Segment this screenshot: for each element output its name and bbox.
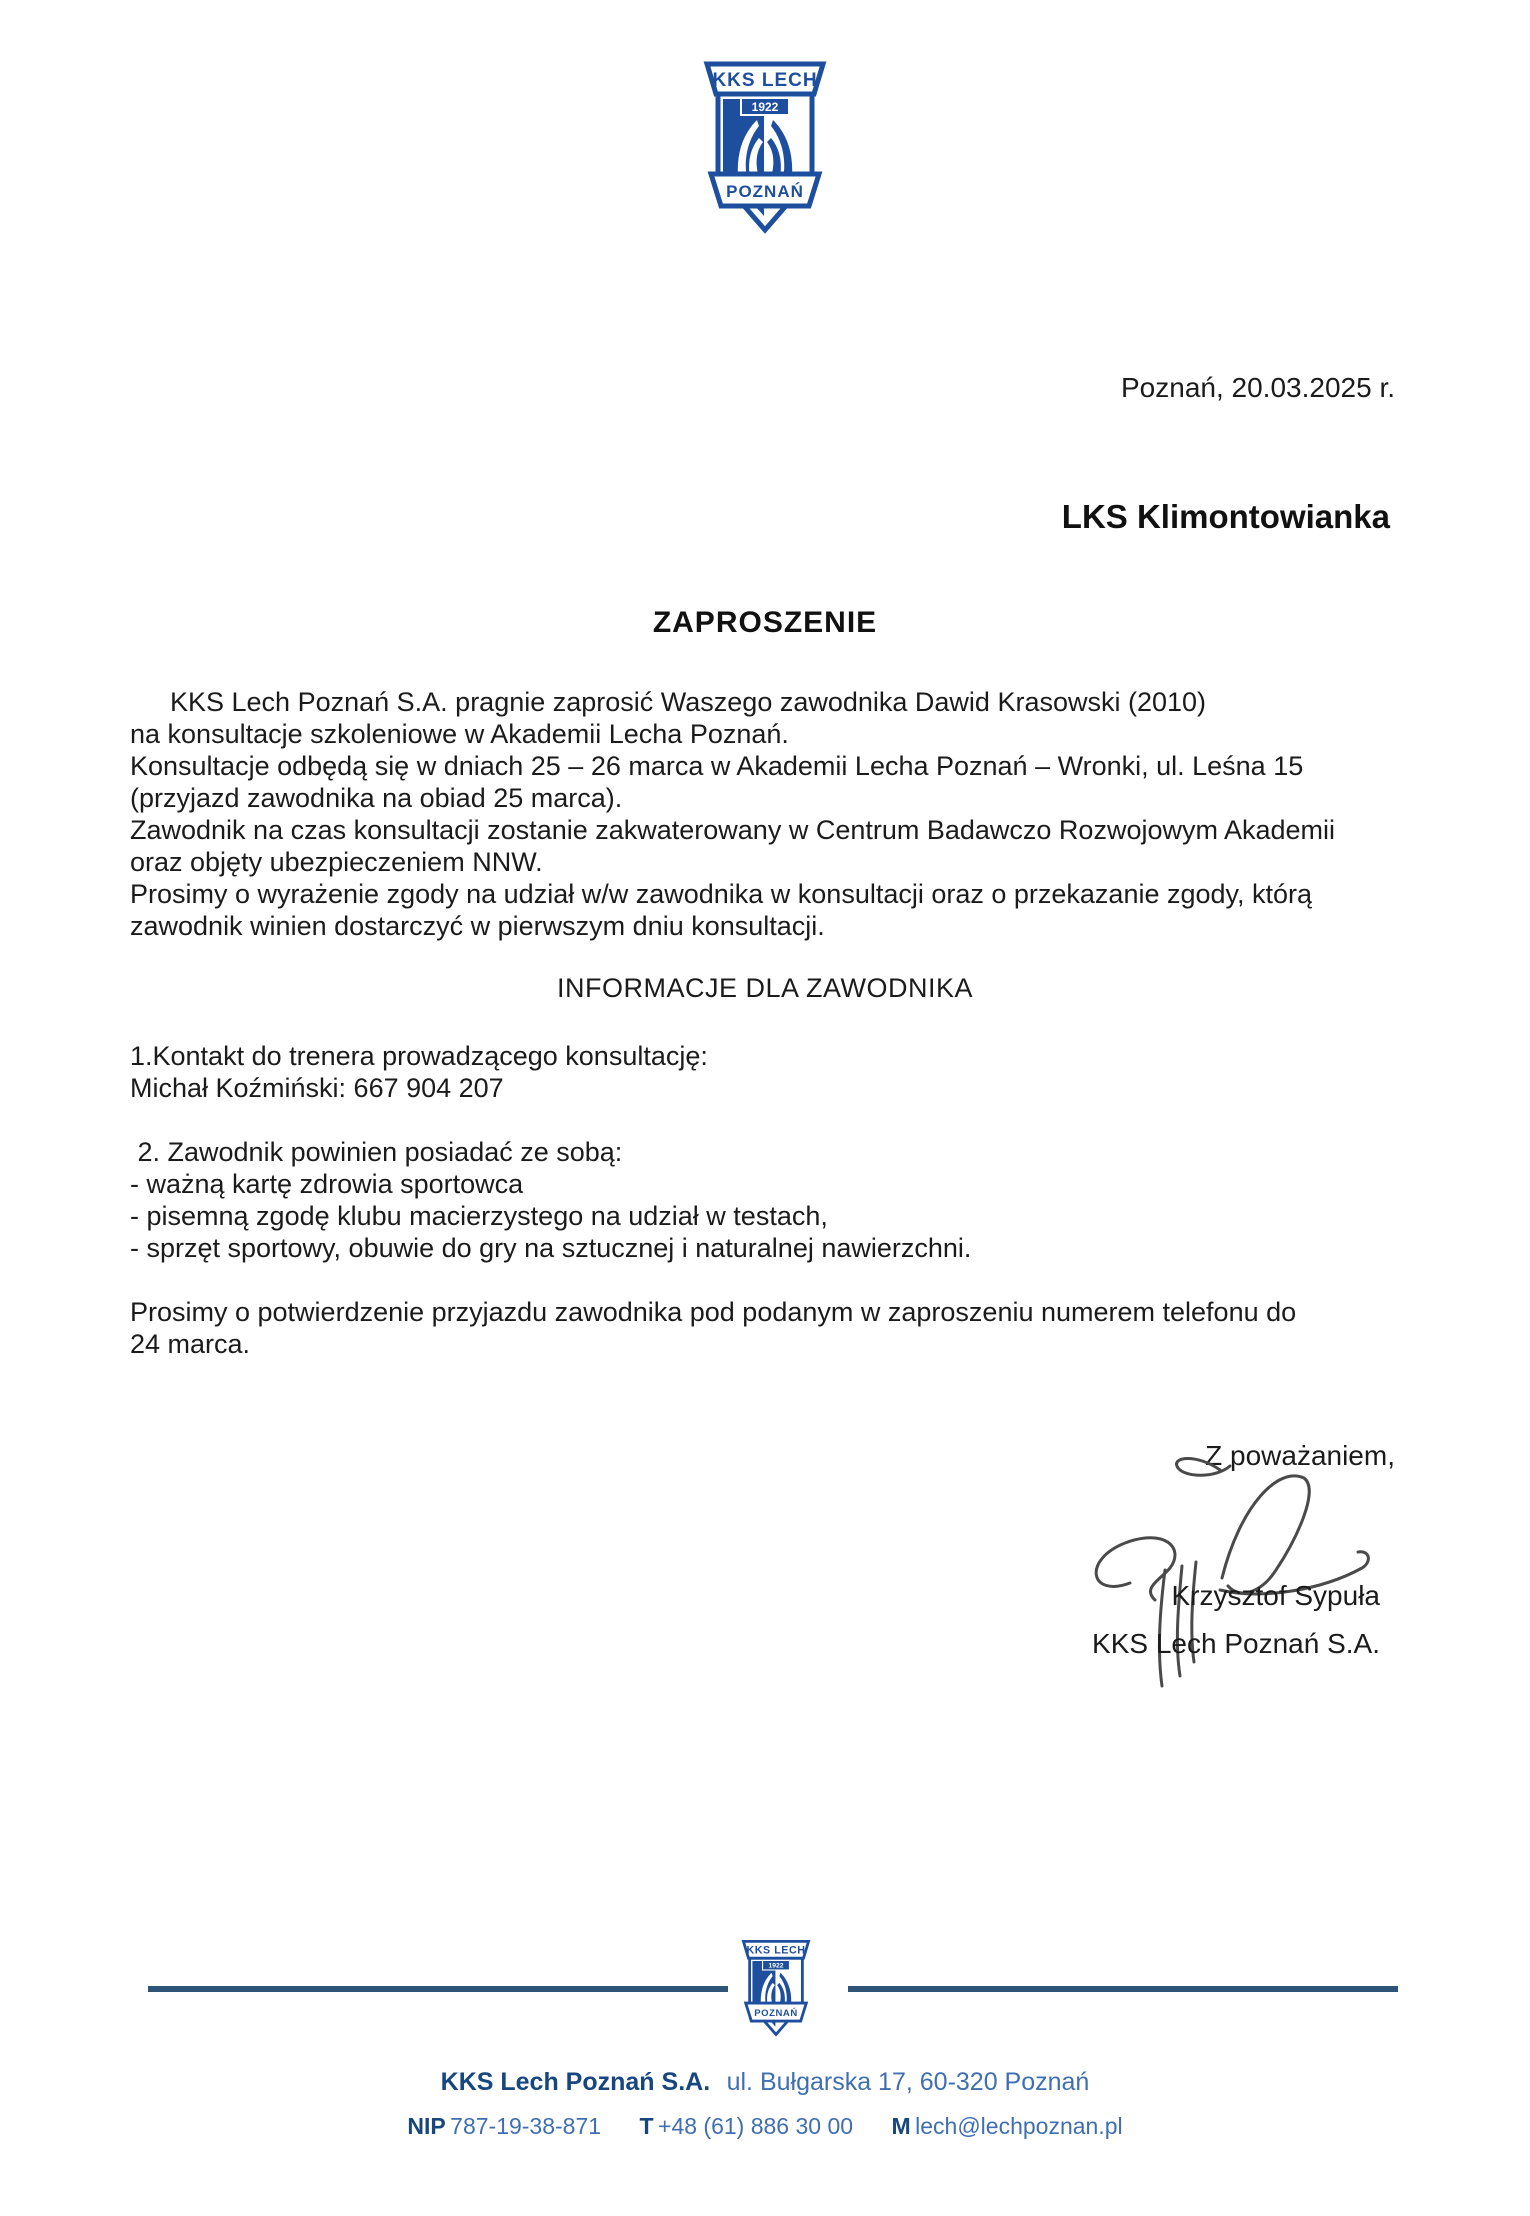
paragraph-line: na konsultacje szkoleniowe w Akademii Lecha Poznań.	[130, 719, 789, 749]
paragraph-line: zawodnik winien dostarczyć w pierwszym dniu konsultacji.	[130, 911, 825, 941]
footer-contact-block	[0, 2062, 1530, 2150]
paragraph-line: 24 marca.	[130, 1329, 251, 1359]
paragraph-line: Michał Koźmiński: 667 904 207	[130, 1073, 504, 1103]
requirements-paragraph	[130, 1136, 1430, 1264]
footer-rule-left	[148, 1986, 728, 1992]
paragraph-line: oraz objęty ubezpieczeniem NNW.	[130, 847, 543, 877]
signer-block	[1092, 1572, 1380, 1668]
footer-email-label: M	[891, 2113, 911, 2139]
paragraph-line: - ważną kartę zdrowia sportowca	[130, 1169, 524, 1199]
paragraph-line: 2. Zawodnik powinien posiadać ze sobą:	[130, 1137, 623, 1167]
closing-phrase: Z poważaniem,	[1205, 1440, 1395, 1471]
paragraph-line: 1.Kontakt do trenera prowadzącego konsultację:	[130, 1041, 708, 1071]
paragraph-line: KKS Lech Poznań S.A. pragnie zaprosić Waszego zawodnika Dawid Krasowski (2010)	[170, 687, 1207, 717]
footer-ids-line	[0, 2106, 1530, 2150]
letter-date: Poznań, 20.03.2025 r.	[1121, 372, 1395, 403]
footer-nip-label: NIP	[407, 2113, 446, 2139]
intro-paragraph	[130, 686, 1430, 942]
contact-paragraph	[130, 1040, 1430, 1104]
signer-company: KKS Lech Poznań S.A.	[1092, 1628, 1380, 1659]
footer-email-value: lech@lechpoznan.pl	[915, 2113, 1123, 2139]
signer-name: Krzysztof Sypuła	[1171, 1580, 1380, 1611]
confirmation-paragraph	[130, 1296, 1430, 1360]
paragraph-line: - sprzęt sportowy, obuwie do gry na sztucznej i naturalnej nawierzchni.	[130, 1233, 972, 1263]
paragraph-line: Prosimy o wyrażenie zgody na udział w/w zawodnika w konsultacji oraz o przekazanie zgody, którą	[130, 879, 1313, 909]
letter-title: ZAPROSZENIE	[652, 606, 878, 639]
paragraph-line: Konsultacje odbędą się w dniach 25 – 26 marca w Akademii Lecha Poznań – Wronki, ul. Leśna 15	[130, 751, 1304, 781]
footer-phone-value: +48 (61) 886 30 00	[658, 2113, 854, 2139]
footer-address-line	[0, 2062, 1530, 2106]
club-crest-logo	[701, 58, 829, 238]
footer-club-crest-logo	[740, 1938, 812, 2039]
paragraph-line: (przyjazd zawodnika na obiad 25 marca).	[130, 783, 623, 813]
footer-phone-label: T	[639, 2113, 654, 2139]
footer-rule-right	[848, 1986, 1398, 1992]
paragraph-line: Zawodnik na czas konsultacji zostanie zakwaterowany w Centrum Badawczo Rozwojowym Akademii	[130, 815, 1336, 845]
paragraph-line: - pisemną zgodę klubu macierzystego na udział w testach,	[130, 1201, 828, 1231]
paragraph-line: Prosimy o potwierdzenie przyjazdu zawodnika pod podanym w zaproszeniu numerem telefonu do	[130, 1297, 1297, 1327]
footer-address: ul. Bułgarska 17, 60-320 Poznań	[726, 2068, 1090, 2096]
section-heading-player-info: INFORMACJE DLA ZAWODNIKA	[556, 973, 974, 1003]
recipient-name: LKS Klimontowianka	[1061, 498, 1390, 535]
footer-nip-value: 787-19-38-871	[450, 2113, 602, 2139]
footer-company: KKS Lech Poznań S.A.	[440, 2068, 711, 2096]
